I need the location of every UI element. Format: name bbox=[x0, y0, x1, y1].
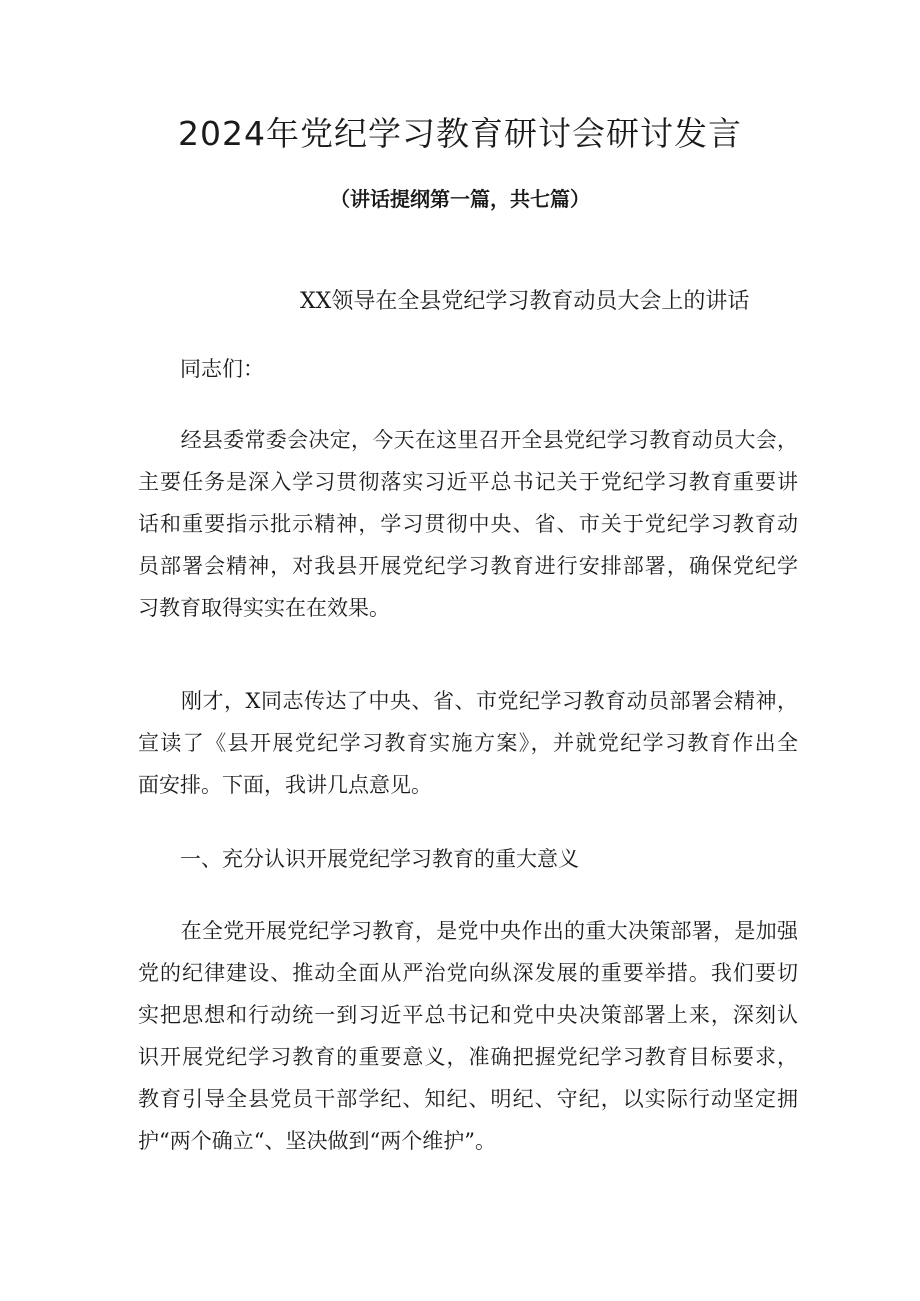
paragraph-line: 护“两个确立“、坚决做到“两个维护”。 bbox=[138, 1129, 496, 1153]
paragraph-line: 识开展党纪学习教育的重要意义，准确把握党纪学习教育目标要求， bbox=[138, 1045, 798, 1069]
paragraph-2 bbox=[138, 680, 798, 806]
paragraph-line: 员部署会精神，对我县开展党纪学习教育进行安排部署，确保党纪学 bbox=[138, 554, 798, 578]
paragraph-line: 习教育取得实实在在效果。 bbox=[138, 596, 390, 620]
paragraph-1 bbox=[138, 419, 798, 629]
document-title: 2024年党纪学习教育研讨会研讨发言 bbox=[178, 114, 742, 153]
paragraph-line: 教育引导全县党员干部学纪、知纪、明纪、守纪，以实际行动坚定拥 bbox=[138, 1087, 798, 1111]
document-subtitle: （讲话提纲第一篇，共七篇） bbox=[330, 187, 590, 211]
paragraph-line: 面安排。下面，我讲几点意见。 bbox=[138, 773, 432, 797]
paragraph-line: 刚才，X同志传达了中央、省、市党纪学习教育动员部署会精神， bbox=[138, 689, 798, 713]
speech-title: XX领导在全县党纪学习教育动员大会上的讲话 bbox=[300, 289, 750, 314]
paragraph-line: 话和重要指示批示精神，学习贯彻中央、省、市关于党纪学习教育动 bbox=[138, 512, 798, 536]
section-heading-1: 一、充分认识开展党纪学习教育的重大意义 bbox=[180, 847, 579, 871]
paragraph-line: 党的纪律建设、推动全面从严治党向纵深发展的重要举措。我们要切 bbox=[138, 961, 798, 985]
paragraph-line: 主要任务是深入学习贯彻落实习近平总书记关于党纪学习教育重要讲 bbox=[138, 470, 798, 494]
paragraph-line: 经县委常委会决定，今天在这里召开全县党纪学习教育动员大会， bbox=[138, 428, 798, 452]
section-paragraph-1 bbox=[138, 910, 798, 1162]
paragraph-line: 实把思想和行动统一到习近平总书记和党中央决策部署上来，深刻认 bbox=[138, 1003, 798, 1027]
paragraph-line: 宣读了《县开展党纪学习教育实施方案》，并就党纪学习教育作出全 bbox=[138, 731, 798, 755]
greeting: 同志们： bbox=[180, 357, 264, 381]
paragraph-line: 在全党开展党纪学习教育，是党中央作出的重大决策部署，是加强 bbox=[138, 919, 798, 943]
